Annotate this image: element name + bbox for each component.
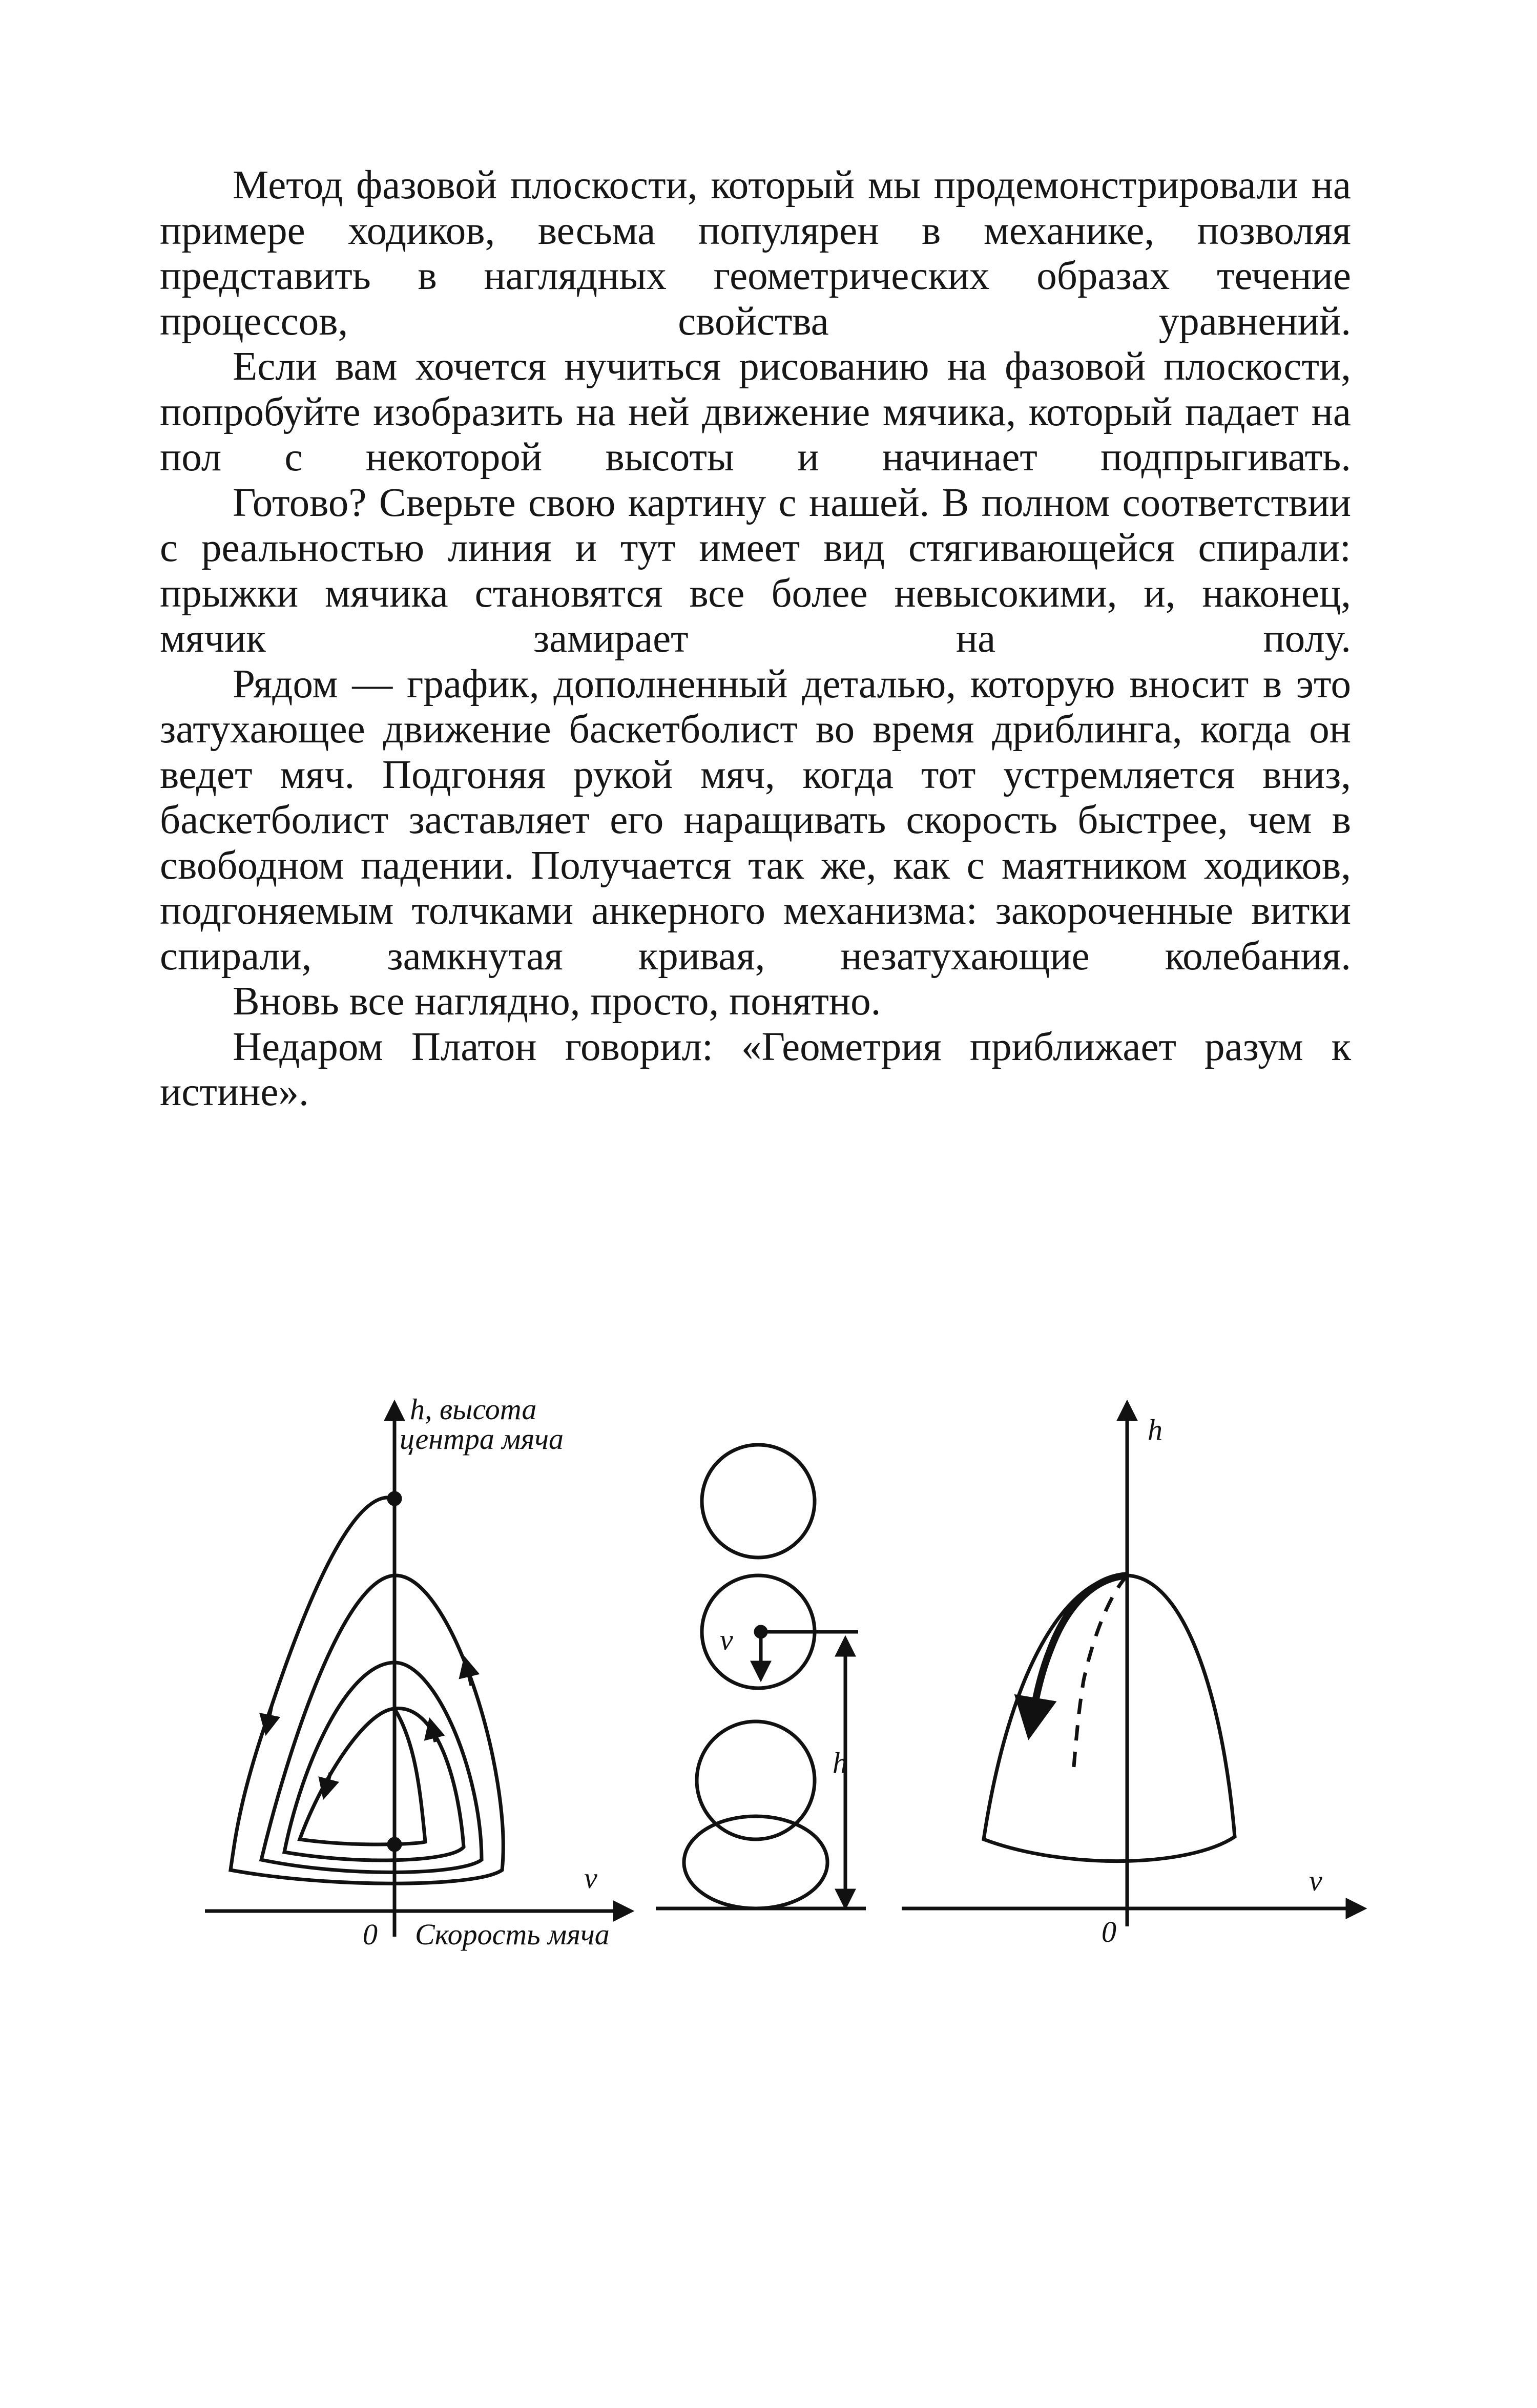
left-h-label-1: h, высота <box>410 1393 537 1426</box>
paragraph-4: Рядом — график, дополненный деталью, которую вносит в это затухающее движение баскетболист во время дриблинга, когда он ведет мяч. Подгоняя рукой мяч, когда тот устремляется вниз, баскетболист заставляет его наращивать скорость быстрее, чем в свободном падении. Получается так же, как с маятником ходиков, подгоняемым толчками анкерного механизма: закороченные витки спирали, замкнутая кривая, незатухающие колебания. <box>160 661 1351 979</box>
figure-svg <box>195 1383 1373 1988</box>
right-origin-label: 0 <box>1102 1915 1116 1948</box>
ball-top <box>702 1445 815 1558</box>
ball-squashed <box>684 1816 827 1908</box>
ball-lower <box>697 1721 815 1839</box>
right-v-label: v <box>1309 1864 1322 1897</box>
paragraph-6: Недаром Платон говорил: «Геометрия приближает разум к истине». <box>160 1024 1351 1114</box>
right-phase-diagram <box>902 1404 1363 1926</box>
left-top-point <box>389 1493 400 1504</box>
left-x-label: Скорость мяча <box>415 1918 610 1951</box>
left-h-label-2: центра мяча <box>400 1422 564 1456</box>
paragraph-2: Если вам хочется нучиться рисованию на фазовой плоскости, попробуйте изобразить на ней движение мячика, который падает на пол с некоторой высоты и начинает подпрыгивать. <box>160 344 1351 480</box>
phase-plane-figure <box>195 1383 1373 1988</box>
right-free-fall-dashed <box>1073 1575 1127 1773</box>
left-bottom-point <box>389 1839 400 1850</box>
left-v-label: v <box>584 1861 597 1895</box>
middle-h-label: h <box>833 1746 847 1779</box>
paragraph-5: Вновь все наглядно, просто, понятно. <box>233 979 881 1024</box>
left-arrow-down-1 <box>266 1706 272 1732</box>
left-origin-label: 0 <box>363 1918 378 1951</box>
right-closed-curve <box>984 1575 1235 1861</box>
left-inner-loop <box>300 1709 425 1844</box>
paragraph-1: Метод фазовой плоскости, который мы продемонстрировали на примере ходиков, весьма популярен в механике, позволяя представить в наглядных геометрических образах течение процессов, свойства уравнений. <box>160 163 1351 344</box>
left-second-loop <box>261 1575 482 1872</box>
left-phase-diagram <box>205 1404 630 1937</box>
middle-v-label: v <box>720 1623 733 1656</box>
right-h-label: h <box>1148 1413 1162 1446</box>
left-arrow-up-2 <box>430 1721 435 1742</box>
paragraph-3: Готово? Сверьте свою картину с нашей. В полном соответствии с реальностью линия и тут имеет вид стягивающейся спирали: прыжки мячика становятся все более невысокими, и, наконец, мячик замирает на полу. <box>160 480 1351 661</box>
middle-ball-sequence <box>656 1445 866 1908</box>
body-text <box>160 163 1351 1115</box>
